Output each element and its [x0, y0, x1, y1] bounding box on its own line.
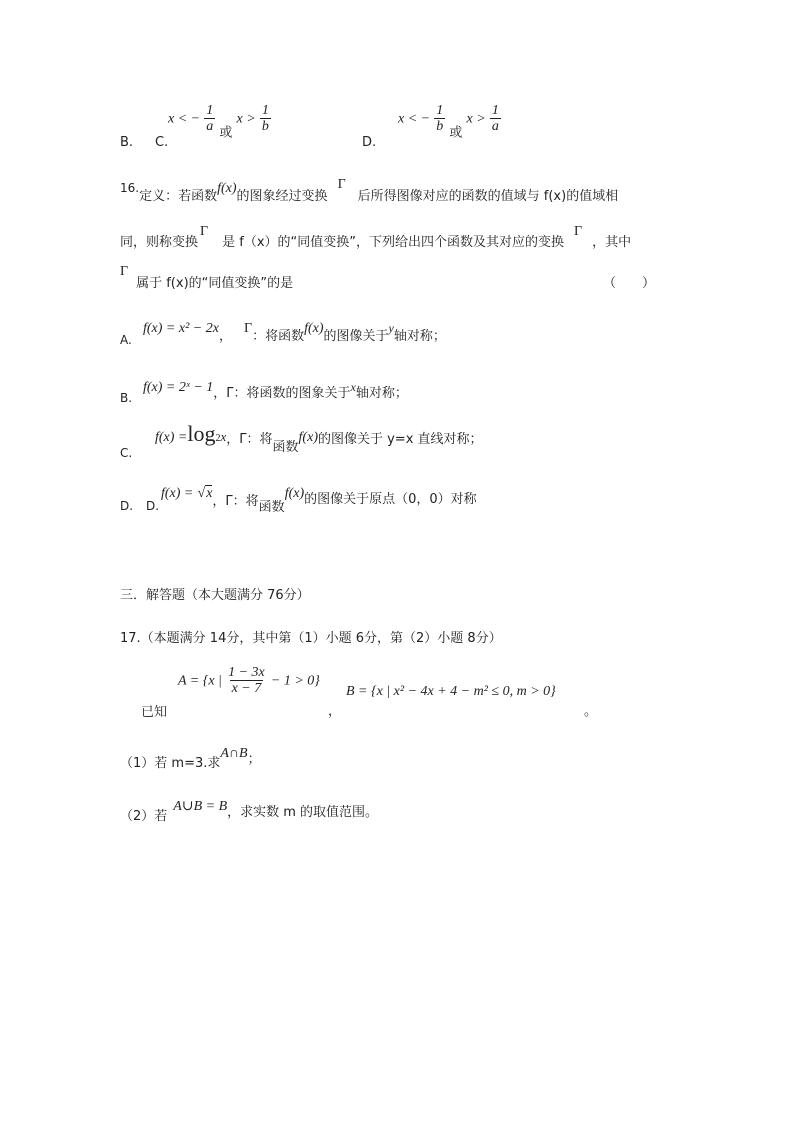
q17-header: 17.（本题满分 14分，其中第（1）小题 6分，第（2）小题 8分）	[120, 631, 502, 646]
answer-paren: （ ）	[603, 276, 656, 291]
comma: ，	[328, 704, 342, 719]
q17-sub2: （2）若A∪B = B，求实数 m 的取值范围。	[120, 799, 379, 824]
q16-option-d-label-2: D.	[146, 499, 160, 513]
section-heading: 三．解答题（本大题满分 76分）	[120, 588, 310, 603]
known-label: 已知	[141, 705, 168, 720]
q16-line3: Γ属于 f(x)的“同值变换”的是	[120, 264, 294, 291]
q16-option-c-label: C.	[120, 446, 133, 460]
option-b-label: B.	[120, 135, 134, 150]
q16-option-d-label: D.	[120, 499, 134, 513]
set-a-formula: A = {x | $\frac{1 - 3x}{x - 7}$ − 1 > 0}	[178, 665, 320, 696]
option-c-label: C.	[155, 135, 169, 150]
q16-option-c: f(x) =log2x，Γ：将函数f(x)的图像关于 y=x 直线对称；	[155, 421, 483, 455]
q16-option-a: f(x) = x² − 2x，Γ：将函数f(x)的图像关于y轴对称；	[143, 321, 446, 344]
option-d-label: D.	[362, 135, 377, 150]
option-d-formula: x < − $\frac{1}{b}$ 或 x > $\frac{1}{a}$	[398, 103, 499, 141]
q16-option-b: f(x) = 2ˣ − 1，Γ：将函数的图象关于x轴对称；	[143, 380, 408, 401]
option-c-formula: x < − $\frac{1}{a}$ 或 x > $\frac{1}{b}$	[168, 103, 269, 141]
set-b-formula: B = {x | x² − 4x + 4 − m² ≤ 0, m > 0}	[346, 684, 556, 699]
q16-line2: 同，则称变换Γ是 f（x）的“同值变换”，下列给出四个函数及其对应的变换Γ，其中	[120, 224, 632, 250]
q16-line1: 16.定义：若函数f(x)的图象经过变换Γ后所得图像对应的函数的值域与 f(x)的值域相	[120, 177, 619, 204]
q16-option-d: f(x) = √x，Γ：将函数f(x)的图像关于原点（0，0）对称	[161, 486, 477, 515]
q17-sub1: （1）若 m=3.求A∩B；	[120, 746, 261, 771]
q16-option-b-label: B.	[120, 391, 133, 405]
q16-option-a-label: A.	[120, 333, 132, 347]
period: 。	[584, 704, 598, 719]
